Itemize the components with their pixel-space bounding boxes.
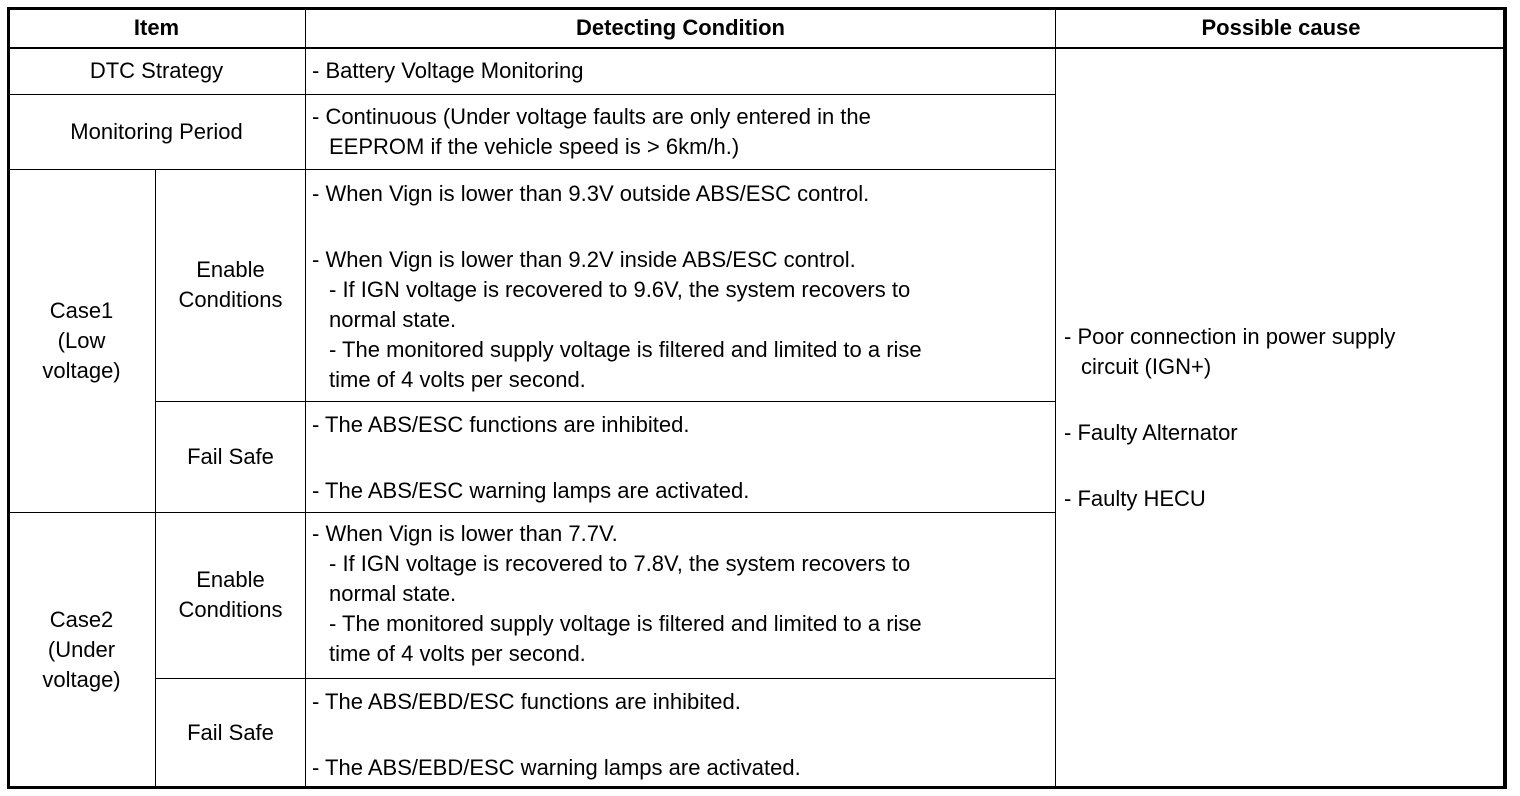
case2-label-line1: Case2 [49,607,114,632]
case1-failsafe-label: Fail Safe [156,401,306,512]
case2-label-line2: (Under [47,637,116,662]
case1-enable-label-line1: Enable [196,257,265,282]
monitoring-period-label: Monitoring Period [8,94,306,169]
case2-failsafe-label: Fail Safe [156,678,306,788]
table-outer-border [7,7,1506,789]
case2-enable-label-line1: Enable [196,567,265,592]
monitoring-period-line1: - Continuous (Under voltage faults are only entered in the [312,103,871,129]
dtc-strategy-text: - Battery Voltage Monitoring [312,58,584,84]
case1-label-line1: Case1 [49,297,114,323]
case1-enable-sub2-line2: time of 4 volts per second. [329,366,586,392]
case1-failsafe-item2: - The ABS/ESC warning lamps are activated. [312,477,750,503]
case2-failsafe-item1: - The ABS/EBD/ESC functions are inhibited. [312,688,741,714]
case2-enable-item1: - When Vign is lower than 7.7V. [312,520,618,546]
cause-2: - Faulty Alternator [1064,420,1238,446]
case2-failsafe-item2: - The ABS/EBD/ESC warning lamps are activated. [312,754,801,780]
case2-enable-sub1-line1: - If IGN voltage is recovered to 7.8V, the system recovers to [329,550,911,576]
header-item: Item [8,8,306,49]
case2-enable-sub2-line1: - The monitored supply voltage is filtered and limited to a rise [329,610,922,636]
case2-enable-sub1-line2: normal state. [329,580,457,606]
dtc-strategy-label: DTC Strategy [8,48,306,94]
case2-label-line3: voltage) [42,667,121,692]
header-possible-cause: Possible cause [1056,8,1507,49]
cause-1-line2: circuit (IGN+) [1081,354,1212,380]
case1-label-line2: (Low [57,327,106,353]
case1-enable-sub2-line1: - The monitored supply voltage is filtered and limited to a rise [329,336,922,362]
case1-failsafe-item1: - The ABS/ESC functions are inhibited. [312,411,690,437]
monitoring-period-line2: EEPROM if the vehicle speed is > 6km/h.) [329,133,740,159]
case1-enable-item1: - When Vign is lower than 9.3V outside ABS/ESC control. [312,180,870,206]
case2-enable-label-line2: Conditions [178,597,283,622]
header-detecting-condition: Detecting Condition [306,8,1056,49]
case1-enable-sub1-line1: - If IGN voltage is recovered to 9.6V, the system recovers to [329,276,911,302]
case1-enable-item2: - When Vign is lower than 9.2V inside ABS/ESC control. [312,246,856,272]
case1-label-line3: voltage) [42,357,121,383]
case2-enable-sub2-line2: time of 4 volts per second. [329,640,586,666]
case1-enable-label-line2: Conditions [178,287,283,312]
cause-3: - Faulty HECU [1064,486,1206,512]
case1-enable-sub1-line2: normal state. [329,306,457,332]
cause-1-line1: - Poor connection in power supply [1064,324,1396,350]
